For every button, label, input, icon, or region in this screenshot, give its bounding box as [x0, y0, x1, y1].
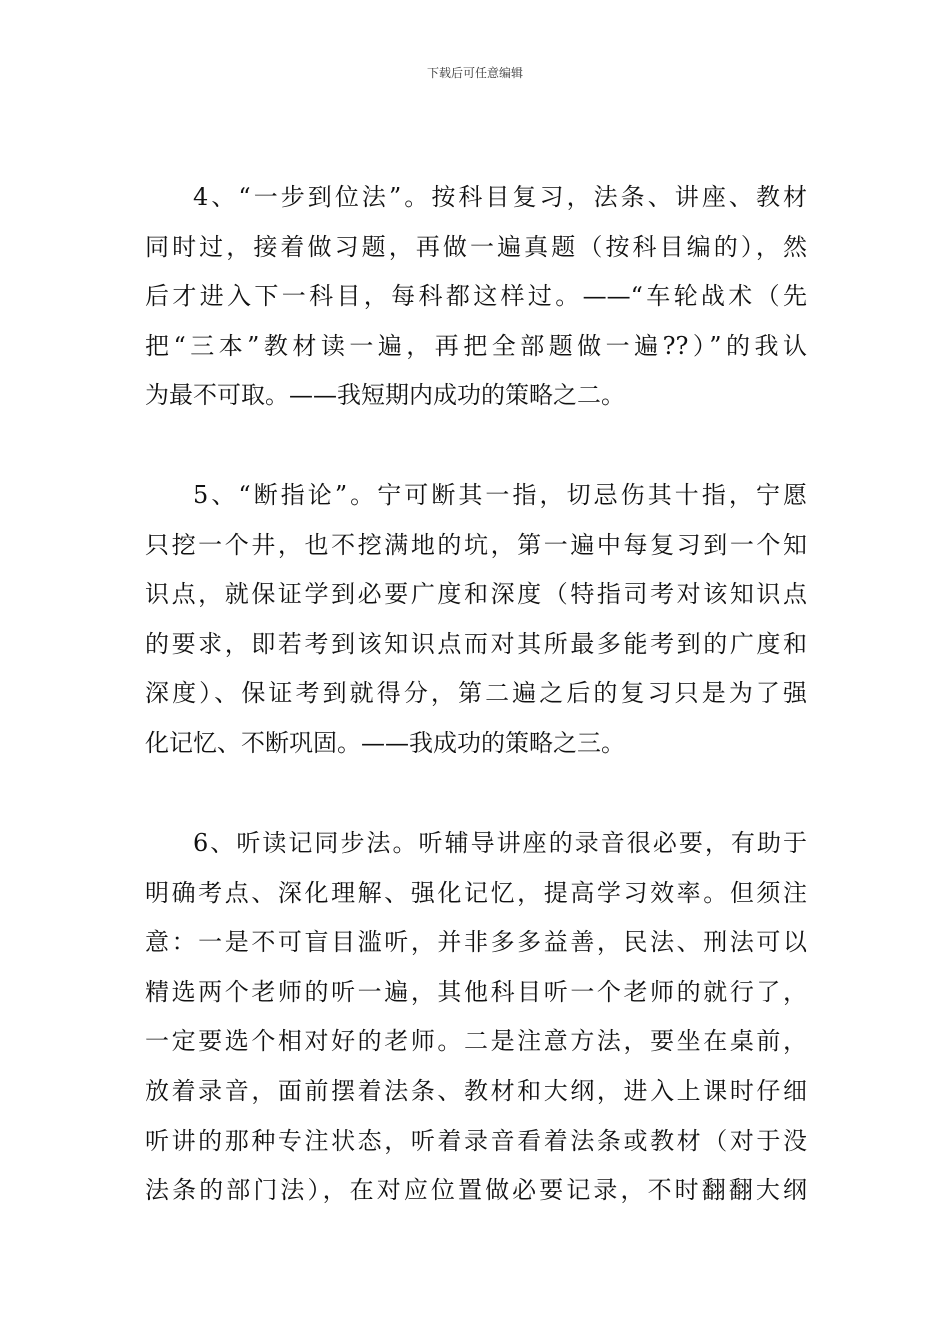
paragraph-line: 只挖一个井，也不挖满地的坑，第一遍中每复习到一个知 [145, 530, 807, 559]
paragraph-line: 6、听读记同步法。听辅导讲座的录音很必要，有助于 [193, 829, 807, 857]
paragraph-line: 明确考点、深化理解、强化记忆，提高学习效率。但须注 [145, 878, 807, 907]
page-header: 下载后可任意编辑 [426, 66, 523, 80]
paragraph-line: 4、“一步到位法”。按科目复习，法条、讲座、教材 [193, 183, 807, 211]
paragraph-line: 化记忆、不断巩固。——我成功的策略之三。 [145, 728, 625, 757]
paragraph-line: 同时过，接着做习题，再做一遍真题（按科目编的），然 [145, 232, 807, 261]
paragraph-line: 精选两个老师的听一遍，其他科目听一个老师的就行了， [145, 977, 807, 1006]
paragraph-line: 放着录音，面前摆着法条、教材和大纲，进入上课时仔细 [145, 1076, 807, 1105]
paragraph-line: 深度）、保证考到就得分，第二遍之后的复习只是为了强 [145, 679, 807, 708]
paragraph-line: 听讲的那种专注状态，听着录音看着法条或教材（对于没 [145, 1126, 807, 1155]
paragraph-line: 把“三本”教材读一遍，再把全部题做一遍??）”的我认 [145, 331, 807, 360]
paragraph-line: 识点，就保证学到必要广度和深度（特指司考对该知识点 [145, 580, 807, 609]
paragraph-line: 一定要选个相对好的老师。二是注意方法，要坐在桌前， [145, 1027, 807, 1056]
paragraph-line: 后才进入下一科目，每科都这样过。——“车轮战术（先 [145, 282, 807, 311]
paragraph-line: 法条的部门法），在对应位置做必要记录，不时翻翻大纲 [145, 1176, 807, 1205]
paragraph-4 [145, 173, 807, 421]
paragraph-line: 的要求，即若考到该知识点而对其所最多能考到的广度和 [145, 629, 807, 658]
paragraph-6 [145, 819, 807, 1216]
paragraph-line: 5、“断指论”。宁可断其一指，切忌伤其十指，宁愿 [193, 481, 807, 509]
paragraph-5 [145, 471, 807, 769]
paragraph-line: 为最不可取。——我短期内成功的策略之二。 [145, 381, 625, 410]
paragraph-line: 意：一是不可盲目滥听，并非多多益善，民法、刑法可以 [145, 928, 807, 957]
